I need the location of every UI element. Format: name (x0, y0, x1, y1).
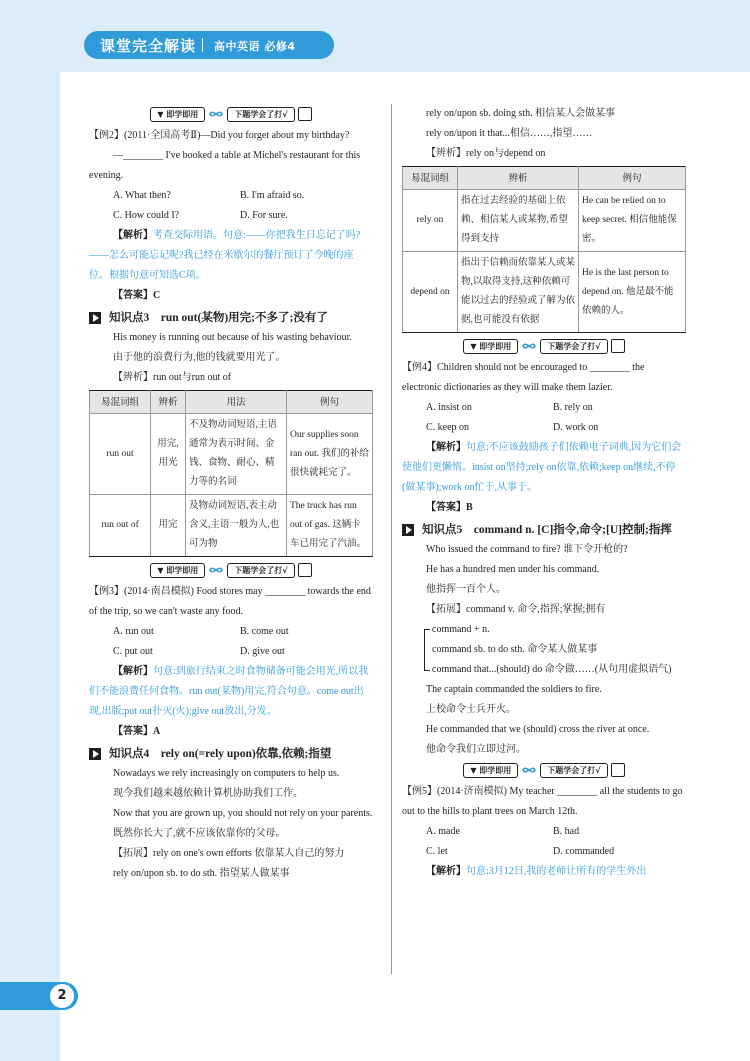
ex5-options-row2 (402, 842, 686, 862)
table-header: 例句 (287, 391, 373, 414)
table-header: 易混词组 (403, 167, 458, 190)
mastered-checkbox[interactable] (298, 107, 312, 121)
ex2-question: 【例2】(2011·全国高考Ⅱ)—Did you forget about my birthday? (89, 130, 350, 141)
mastered-checkbox[interactable] (611, 763, 625, 777)
ex4-option-d: D. work on (553, 422, 599, 433)
table-row: rely on 指在过去经验的基础上依赖、相信某人或某物,希望得到支持 He can be relied on to keep secret. 相信他能保密。 (403, 190, 686, 252)
ex2-options-row1 (89, 186, 373, 206)
right-column (402, 104, 686, 882)
play-icon (89, 312, 101, 324)
kp3-example-en: His money is running out because of his wasting behaviour. (113, 332, 352, 343)
ex5-option-b: B. had (553, 826, 580, 837)
practice-strip (89, 105, 373, 123)
kp3-example-zh: 由于他的浪费行为,他的钱就要用光了。 (113, 352, 286, 363)
kp4-tuozhan2: rely on/upon sb. to do sth. 指望某人做某事 (113, 868, 290, 879)
ex4-answer: 【答案】B (426, 502, 473, 513)
ex3-question: 【例3】(2014·南昌模拟) Food stores may ________ towards the end of the trip, so we can't waste any food. (89, 586, 371, 617)
ex3-option-d: D. give out (240, 646, 285, 657)
kp5-heading: 知识点5 command n. [C]指令,命令;[U]控制;指挥 (402, 520, 686, 540)
ex4-options-row1 (402, 398, 686, 418)
ex5-analysis: 【解析】句意:3月12日,我的老师让所有的学生外出 (426, 866, 647, 877)
kp5-pattern2: command sb. to do sth. 命令某人做某事 (432, 644, 598, 655)
kp4-table (402, 166, 686, 333)
kp5-line2: He has a hundred men under his command. (426, 564, 600, 575)
ex3-option-b: B. come out (240, 626, 289, 637)
ex5-option-a: A. made (426, 826, 460, 837)
practice-strip (402, 337, 686, 355)
ex5-option-c: C. let (426, 846, 448, 857)
table-header: 辨析 (458, 167, 579, 190)
ex5-option-d: D. commanded (553, 846, 615, 857)
ex2-options-row2 (89, 206, 373, 226)
practice-strip (89, 561, 373, 579)
kp5-line1: Who issued the command to fire? 谁下令开枪的? (426, 544, 628, 555)
kp4-heading: 知识点4 rely on(=rely upon)依靠,依赖;指望 (89, 744, 373, 764)
subject-title: 高中英语 必修4 (214, 40, 296, 53)
knot-icon (208, 107, 224, 121)
table-header: 辨析 (151, 391, 186, 414)
kp5-pattern3: command that...(should) do 命令做……(从句用虚拟语气) (432, 664, 672, 675)
kp4-example-en1: Nowadays we rely increasingly on computers to help us. (113, 768, 340, 779)
ex5-options-row1 (402, 822, 686, 842)
ex3-answer: 【答案】A (113, 726, 161, 737)
kp5-pattern1: command + n. (432, 624, 490, 635)
table-row: depend on 指出于信赖而依靠某人或某物,以取得支持,这种依赖可能以过去的经验或了解为依据,也可能没有依据 He is the last person to depend on. 他是最不能依赖的人。 (403, 252, 686, 333)
practice-strip (402, 761, 686, 779)
kp4-bianxi: 【辨析】rely on与depend on (426, 148, 546, 159)
ex2-option-c: C. How could I? (113, 210, 180, 221)
ex3-analysis: 【解析】句意:到旅行结束之时食物储备可能会用光,所以我们不能浪费任何食物。run out(某物)用完,符合句意。come out出现,出版;put out扑灭(火);give out放出,分发。 (89, 666, 369, 717)
page-number: 2 (48, 982, 76, 1010)
left-margin-band (0, 72, 60, 1061)
table-header: 易混词组 (90, 391, 151, 414)
kp4-example-zh1: 现今我们越来越依赖计算机协助我们工作。 (113, 788, 303, 799)
mastered-label: 下题学会了打√ (227, 107, 294, 122)
kp5-tuozhan: 【拓展】command v. 命令,指挥;掌握;拥有 (426, 604, 606, 615)
header-divider (202, 38, 203, 52)
practice-label: ▼ 即学即用 (463, 763, 518, 778)
mastered-label: 下题学会了打√ (540, 339, 607, 354)
column-divider (391, 104, 392, 974)
mastered-checkbox[interactable] (298, 563, 312, 577)
ex4-question: 【例4】Children should not be encouraged to ________ the electronic dictionaries as they will make them lazier. (402, 362, 645, 393)
kp4-tuozhan4: rely on/upon it that...相信……,指望…… (426, 128, 593, 139)
kp5-line8: 他命令我们立即过河。 (426, 744, 526, 755)
practice-label: ▼ 即学即用 (150, 563, 205, 578)
ex2-option-b: B. I'm afraid so. (240, 190, 305, 201)
table-header: 例句 (579, 167, 686, 190)
kp4-example-zh2: 既然你长大了,就不应该依靠你的父母。 (113, 828, 286, 839)
ex4-analysis: 【解析】句意:不应该鼓励孩子们依赖电子词典,因为它们会使他们更懒惰。insist on坚持;rely on依靠,依赖;keep on继续,不停(做某事);work on忙于,从事于。 (402, 442, 682, 493)
ex2-option-a: A. What then? (113, 190, 171, 201)
kp3-heading: 知识点3 run out(某物)用完;不多了;没有了 (89, 308, 373, 328)
ex2-prompt: —________ I've booked a table at Michel's restaurant for this evening. (89, 150, 361, 181)
kp4-tuozhan1: 【拓展】rely on one's own efforts 依靠某人自己的努力 (113, 848, 345, 859)
ex5-question: 【例5】(2014·济南模拟) My teacher ________ all the students to go out to the hills to plant trees on March 12th. (402, 786, 683, 817)
kp5-line3: 他指挥一百个人。 (426, 584, 506, 595)
ex2-option-d: D. For sure. (240, 210, 288, 221)
kp5-line5: The captain commanded the soldiers to fire. (426, 684, 602, 695)
play-icon (402, 524, 414, 536)
ex2-analysis: 【解析】考查交际用语。句意:——你把我生日忘记了吗?——怎么可能忘记呢?我已经在米歇尔的餐厅预订了今晚的座位。根据句意可知选C项。 (89, 230, 361, 281)
ex3-options-row1 (89, 622, 373, 642)
kp4-tuozhan3: rely on/upon sb. doing sth. 相信某人会做某事 (426, 108, 616, 119)
table-row: run out of 用完 及物动词短语,表主动含义,主语一般为人,也可为物 The truck has run out of gas. 这辆卡车已用完了汽油。 (90, 495, 373, 557)
practice-label: ▼ 即学即用 (463, 339, 518, 354)
ex2-answer: 【答案】C (113, 290, 161, 301)
ex4-option-a: A. insist on (426, 402, 472, 413)
table-header: 用法 (186, 391, 287, 414)
ex3-options-row2 (89, 642, 373, 662)
practice-label: ▼ 即学即用 (150, 107, 205, 122)
left-column (89, 104, 373, 884)
ex3-option-c: C. put out (113, 646, 153, 657)
table-row: run out 用完,用光 不及物动词短语,主语通常为表示时间、金钱、食物、耐心、精力等的名词 Our supplies soon ran out. 我们的补给很快就耗完了。 (90, 414, 373, 495)
mastered-checkbox[interactable] (611, 339, 625, 353)
ex4-option-c: C. keep on (426, 422, 470, 433)
kp3-bianxi: 【辨析】run out与run out of (113, 372, 232, 383)
knot-icon (208, 563, 224, 577)
kp5-line6: 上校命令士兵开火。 (426, 704, 516, 715)
play-icon (89, 748, 101, 760)
mastered-label: 下题学会了打√ (227, 563, 294, 578)
ex4-option-b: B. rely on (553, 402, 593, 413)
knot-icon (521, 763, 537, 777)
ex4-options-row2 (402, 418, 686, 438)
kp5-line7: He commanded that we (should) cross the river at once. (426, 724, 650, 735)
mastered-label: 下题学会了打√ (540, 763, 607, 778)
series-title: 课堂完全解读 (100, 37, 197, 55)
kp4-example-en2: Now that you are grown up, you should not rely on your parents. (113, 808, 373, 819)
brace-icon (424, 629, 430, 671)
knot-icon (521, 339, 537, 353)
ex3-option-a: A. run out (113, 626, 154, 637)
kp3-table (89, 390, 373, 557)
kp5-bracket-group (402, 620, 686, 680)
